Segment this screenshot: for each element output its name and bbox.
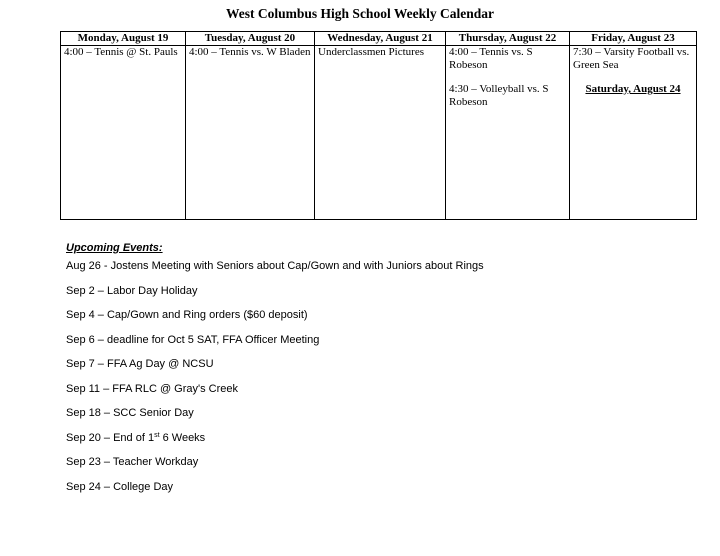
ordinal-superscript: st: [154, 431, 160, 439]
day-cell-tuesday: [186, 46, 315, 220]
upcoming-event-item: Sep 7 – FFA Ag Day @ NCSU: [66, 358, 214, 370]
calendar-event: 4:30 – Volleyball vs. S Robeson: [449, 83, 549, 108]
saturday-heading: Saturday, August 24: [585, 83, 681, 95]
weekly-calendar-table: [60, 31, 697, 220]
page-title: West Columbus High School Weekly Calendar: [226, 6, 494, 21]
day-cell-monday: [61, 46, 186, 220]
day-header-thursday: Thursday, August 22: [446, 32, 570, 46]
event-text-after: 6 Weeks: [159, 431, 206, 444]
upcoming-event-item: Sep 18 – SCC Senior Day: [66, 407, 194, 419]
upcoming-event-item: Sep 2 – Labor Day Holiday: [66, 284, 198, 297]
upcoming-event-item: Sep 6 – deadline for Oct 5 SAT, FFA Officer Meeting: [66, 333, 320, 346]
day-header-monday: Monday, August 19: [61, 32, 186, 46]
upcoming-events-section: [66, 242, 484, 505]
calendar-event: 4:00 – Tennis vs. S Robeson: [449, 46, 533, 71]
calendar-event: 4:00 – Tennis vs. W Bladen: [189, 46, 311, 58]
calendar-events-row: [61, 46, 697, 220]
day-header-wednesday: Wednesday, August 21: [315, 32, 446, 46]
calendar-event: 4:00 – Tennis @ St. Pauls: [64, 46, 178, 58]
day-cell-friday: [570, 46, 697, 220]
day-cell-wednesday: [315, 46, 446, 220]
calendar-event: 7:30 – Varsity Football vs. Green Sea: [573, 46, 690, 71]
upcoming-event-item: Sep 11 – FFA RLC @ Gray's Creek: [66, 382, 239, 395]
upcoming-events-title: Upcoming Events:: [66, 242, 163, 254]
calendar-event: Underclassmen Pictures: [318, 46, 424, 58]
upcoming-event-item: Sep 24 – College Day: [66, 480, 174, 493]
upcoming-event-item: [66, 432, 484, 457]
event-text-before: Sep 20 – End of 1: [66, 431, 155, 444]
day-header-friday: Friday, August 23: [570, 32, 697, 46]
day-cell-thursday: [446, 46, 570, 220]
upcoming-event-item: Sep 23 – Teacher Workday: [66, 456, 199, 468]
upcoming-event-item: Aug 26 - Jostens Meeting with Seniors about Cap/Gown and with Juniors about Rings: [66, 260, 484, 272]
day-header-tuesday: Tuesday, August 20: [186, 32, 315, 46]
calendar-header-row: [61, 32, 697, 46]
upcoming-event-item: Sep 4 – Cap/Gown and Ring orders ($60 deposit): [66, 309, 308, 321]
